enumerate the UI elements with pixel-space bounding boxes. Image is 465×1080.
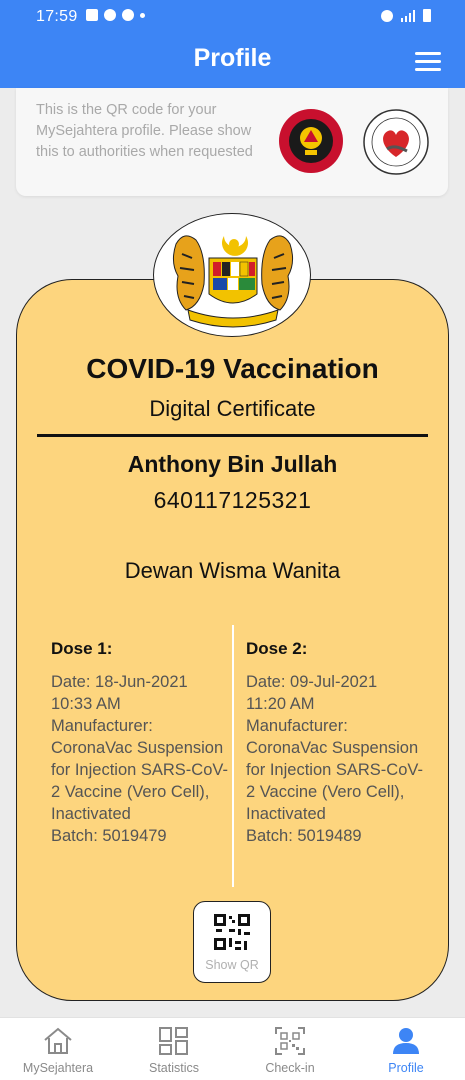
bottom-navigation bbox=[0, 1017, 465, 1080]
status-time: 17:59 bbox=[36, 8, 78, 25]
show-qr-label: Show QR bbox=[205, 958, 259, 972]
nav-label: Profile bbox=[388, 1061, 424, 1075]
info-card bbox=[16, 88, 448, 196]
vaccination-location: Dewan Wisma Wanita bbox=[124, 558, 341, 583]
nav-profile[interactable] bbox=[356, 1018, 456, 1080]
whatsapp-notification-icon bbox=[104, 9, 116, 21]
nav-label: MySejahtera bbox=[22, 1061, 94, 1075]
statistics-icon bbox=[158, 1026, 190, 1056]
qr-code-icon bbox=[214, 914, 250, 950]
show-qr-button[interactable] bbox=[193, 901, 271, 983]
nav-mysejahtera[interactable] bbox=[8, 1018, 108, 1080]
dose-batch: Batch: 5019489 bbox=[246, 827, 362, 845]
crest-badge bbox=[153, 213, 311, 337]
dose-title: Dose 2: bbox=[246, 639, 308, 658]
certificate-subtitle: Digital Certificate bbox=[149, 396, 316, 421]
certificate-title: COVID-19 Vaccination bbox=[86, 353, 379, 384]
dose-date: Date: 09-Jul-2021 bbox=[246, 673, 378, 691]
profile-icon bbox=[390, 1026, 422, 1056]
qr-scan-icon bbox=[274, 1026, 306, 1056]
notification-icons bbox=[86, 9, 145, 21]
holder-name: Anthony Bin Jullah bbox=[127, 451, 338, 477]
health-ministry-logo bbox=[363, 109, 429, 175]
dose-manufacturer: Manufacturer: CoronaVac Suspension for Injection SARS-CoV-2 Vaccine (Vero Cell), Inactivated bbox=[246, 717, 423, 823]
menu-button[interactable] bbox=[415, 52, 441, 72]
dose-1-details bbox=[51, 638, 231, 847]
title-divider bbox=[37, 434, 428, 437]
gallery-notification-icon bbox=[86, 9, 98, 21]
dose-title: Dose 1: bbox=[51, 639, 113, 658]
dose-time: 10:33 AM bbox=[51, 695, 121, 713]
system-icons bbox=[381, 9, 431, 22]
more-notifications-icon bbox=[140, 13, 145, 18]
info-text: This is the QR code for your MySejahtera profile. Please show this to authorities when requested bbox=[36, 102, 253, 160]
nav-label: Check-in bbox=[265, 1061, 315, 1075]
malaysia-coat-of-arms-icon bbox=[154, 214, 312, 338]
dose-date: Date: 18-Jun-2021 bbox=[51, 673, 188, 691]
dose-batch: Batch: 5019479 bbox=[51, 827, 167, 845]
dose-manufacturer: Manufacturer: CoronaVac Suspension for Injection SARS-CoV-2 Vaccine (Vero Cell), Inactivated bbox=[51, 717, 228, 823]
alarm-icon bbox=[381, 10, 393, 22]
signal-icon bbox=[401, 10, 415, 22]
app-header bbox=[0, 34, 465, 88]
page-title: Profile bbox=[193, 44, 272, 72]
nav-label: Statistics bbox=[148, 1061, 199, 1075]
status-bar bbox=[0, 0, 465, 34]
hamburger-icon bbox=[415, 52, 441, 55]
dose-2-details bbox=[246, 638, 426, 847]
dose-time: 11:20 AM bbox=[246, 695, 315, 713]
home-icon bbox=[42, 1026, 74, 1056]
battery-icon bbox=[423, 9, 431, 22]
dose-separator bbox=[232, 625, 234, 887]
chrome-notification-icon bbox=[122, 9, 134, 21]
nav-check-in[interactable] bbox=[240, 1018, 340, 1080]
nav-statistics[interactable] bbox=[124, 1018, 224, 1080]
nsc-logo bbox=[278, 108, 344, 174]
holder-id-number: 640117125321 bbox=[153, 487, 312, 513]
